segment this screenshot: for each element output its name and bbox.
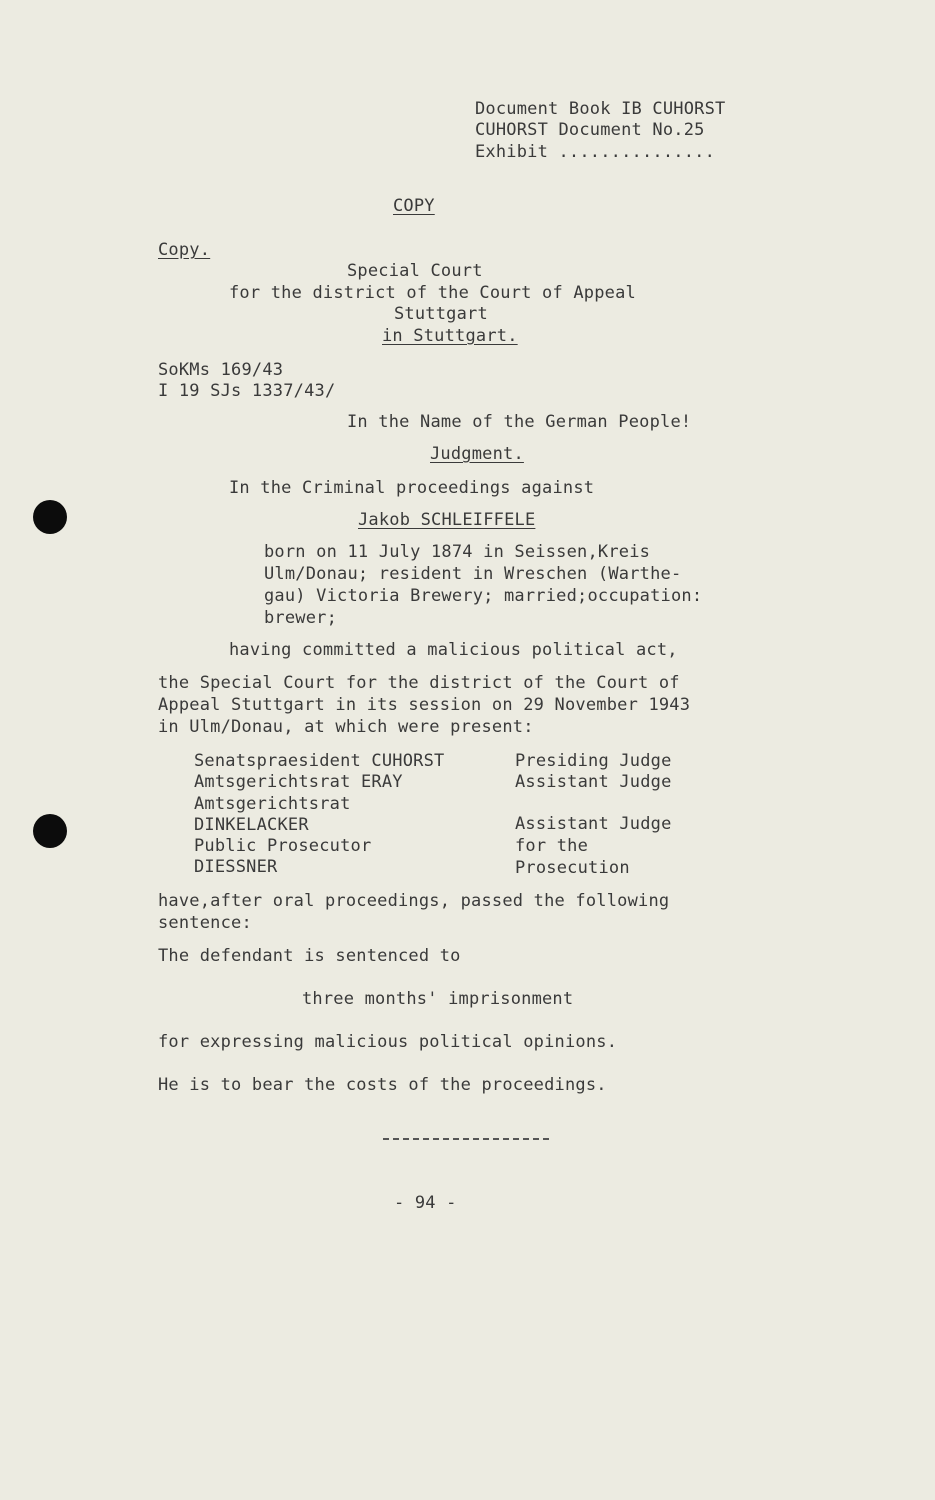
for-expressing: for expressing malicious political opinions. xyxy=(158,1032,618,1052)
present-role: Assistant Judge xyxy=(515,772,672,792)
proceedings-intro: In the Criminal proceedings against xyxy=(229,478,595,498)
court-line-4: in Stuttgart. xyxy=(382,326,518,346)
sentence: three months' imprisonment xyxy=(302,989,574,1009)
separator-line xyxy=(383,1138,549,1140)
present-name: Senatspraesident CUHORST xyxy=(194,751,445,771)
copy-label: Copy. xyxy=(158,240,211,260)
punch-hole xyxy=(33,500,67,534)
sentenced-to: The defendant is sentenced to xyxy=(158,946,461,966)
in-the-name: In the Name of the German People! xyxy=(347,412,692,432)
present-name: DIESSNER xyxy=(194,857,278,877)
charge: having committed a malicious political act, xyxy=(229,640,678,660)
header-line-2: CUHORST Document No.25 xyxy=(475,120,705,140)
court-line-1: Special Court xyxy=(347,261,483,281)
defendant-detail-line: brewer; xyxy=(264,608,338,628)
present-role: Presiding Judge xyxy=(515,751,672,771)
court-line-2: for the district of the Court of Appeal xyxy=(229,283,636,303)
defendant-detail-line: Ulm/Donau; resident in Wreschen (Warthe- xyxy=(264,564,682,584)
present-name: Amtsgerichtsrat xyxy=(194,794,351,814)
defendant-name: Jakob SCHLEIFFELE xyxy=(358,510,536,530)
present-name: DINKELACKER xyxy=(194,815,309,835)
defendant-detail-line: born on 11 July 1874 in Seissen,Kreis xyxy=(264,542,651,562)
reference-1: SoKMs 169/43 xyxy=(158,360,284,380)
present-role: for the xyxy=(515,836,589,856)
present-role: Prosecution xyxy=(515,858,630,878)
court-session-line: Appeal Stuttgart in its session on 29 November 1943 xyxy=(158,695,691,715)
reference-2: I 19 SJs 1337/43/ xyxy=(158,381,336,401)
court-session-line: the Special Court for the district of the Court of xyxy=(158,673,680,693)
page-number: - 94 - xyxy=(394,1193,457,1213)
costs: He is to bear the costs of the proceedings. xyxy=(158,1075,607,1095)
judgment-title: Judgment. xyxy=(430,444,524,464)
court-session-line: in Ulm/Donau, at which were present: xyxy=(158,717,534,737)
punch-hole xyxy=(33,814,67,848)
header-line-1: Document Book IB CUHORST xyxy=(475,99,726,119)
passed-line: have,after oral proceedings, passed the following xyxy=(158,891,670,911)
court-line-3: Stuttgart xyxy=(394,304,488,324)
header-line-3: Exhibit ............... xyxy=(475,142,716,162)
present-role: Assistant Judge xyxy=(515,814,672,834)
present-name: Public Prosecutor xyxy=(194,836,372,856)
defendant-detail-line: gau) Victoria Brewery; married;occupation: xyxy=(264,586,703,606)
passed-line: sentence: xyxy=(158,913,252,933)
copy-heading: COPY xyxy=(393,196,435,216)
present-name: Amtsgerichtsrat ERAY xyxy=(194,772,403,792)
